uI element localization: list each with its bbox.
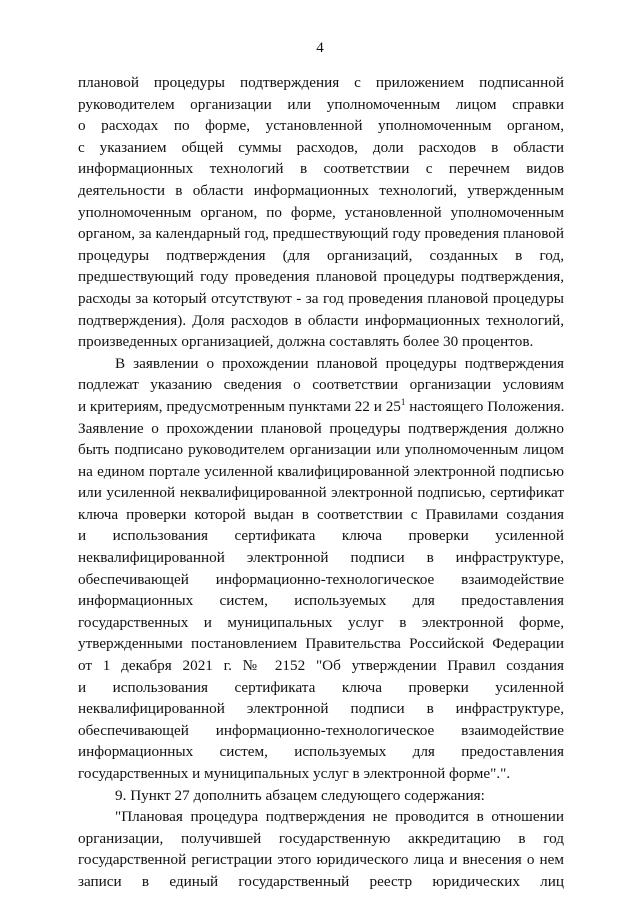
text-line xyxy=(78,396,564,418)
text-line: подлежат указанию сведения о соответствии организации условиям xyxy=(78,376,564,394)
text-line: руководителем организации или уполномоченным лицом справки xyxy=(78,95,564,113)
paragraph-4 xyxy=(78,806,564,892)
text-line: от 1 декабря 2021 г. № 2152 "Об утверждении Правил создания xyxy=(78,657,564,675)
text-line: 9. Пункт 27 дополнить абзацем следующего содержания: xyxy=(115,786,485,804)
text-line: уполномоченным органом, по форме, установленной уполномоченным xyxy=(78,203,564,221)
text-line: расходы за который отсутствуют - за год проведения плановой процедуры xyxy=(78,289,564,307)
text-line: информационных технологий в соответствии с перечнем видов xyxy=(78,160,564,178)
page-number: 4 xyxy=(316,40,324,56)
text-line: и использования сертификата ключа проверки усиленной xyxy=(78,527,564,545)
paragraph-2 xyxy=(78,353,564,785)
text-line: Заявление о прохождении плановой процедуры подтверждения должно xyxy=(78,419,564,437)
text-line: обеспечивающей информационно-технологическое взаимодействие xyxy=(78,570,564,588)
text-fragment: и критериям, предусмотренным пунктами 22 и 25 xyxy=(78,397,401,415)
text-line: информационных систем, используемых для предоставления xyxy=(78,743,564,761)
text-line: плановой процедуры подтверждения с приложением подписанной xyxy=(78,74,564,91)
text-line: быть подписано руководителем организации или уполномоченным лицом xyxy=(78,441,564,459)
text-fragment: настоящего Положения. xyxy=(405,397,565,415)
text-line: государственных и муниципальных услуг в электронной форме, xyxy=(78,613,564,631)
text-line: произведенных организацией, должна составлять более 30 процентов. xyxy=(78,333,534,351)
text-line: неквалифицированной электронной подписи в инфраструктуре, xyxy=(78,549,564,567)
text-line: подтверждения). Доля расходов в области информационных технологий, xyxy=(78,311,564,329)
text-line: неквалифицированной электронной подписи в инфраструктуре, xyxy=(78,700,564,718)
text-line: обеспечивающей информационно-технологическое взаимодействие xyxy=(78,721,564,739)
text-line: деятельности в области информационных технологий, утвержденным xyxy=(78,181,564,199)
document-body xyxy=(78,72,564,893)
paragraph-1 xyxy=(78,72,564,353)
text-line: о расходах по форме, установленной уполномоченным органом, xyxy=(78,117,564,135)
paragraph-3 xyxy=(78,785,564,807)
text-line: с указанием общей суммы расходов, доли расходов в области xyxy=(78,138,564,156)
text-line: организации, получившей государственную аккредитацию в год xyxy=(78,829,564,847)
text-line: "Плановая процедура подтверждения не проводится в отношении xyxy=(115,808,564,826)
text-line: или усиленной неквалифицированной электронной подписью, сертификат xyxy=(78,484,564,502)
text-line: В заявлении о прохождении плановой процедуры подтверждения xyxy=(115,354,564,372)
text-line: утвержденными постановлением Правительства Российской Федерации xyxy=(78,635,564,653)
text-line: записи в единый государственный реестр юридических лиц xyxy=(78,872,564,890)
text-line: государственных и муниципальных услуг в электронной форме".". xyxy=(78,765,511,782)
text-line: процедуры подтверждения (для организаций, созданных в год, xyxy=(78,246,564,264)
text-line: и использования сертификата ключа проверки усиленной xyxy=(78,678,564,696)
text-line: информационных систем, используемых для предоставления xyxy=(78,592,564,610)
text-line: органом, за календарный год, предшествующий году проведения плановой xyxy=(78,225,564,243)
superscript: 1 xyxy=(400,396,406,407)
text-line: государственной регистрации этого юридического лица и внесения о нем xyxy=(78,851,564,869)
text-line: предшествующий году проведения плановой процедуры подтверждения, xyxy=(78,268,564,286)
text-line: на едином портале усиленной квалифицированной электронной подписью xyxy=(78,462,564,480)
text-line: ключа проверки которой выдан в соответствии с Правилами создания xyxy=(78,505,564,523)
